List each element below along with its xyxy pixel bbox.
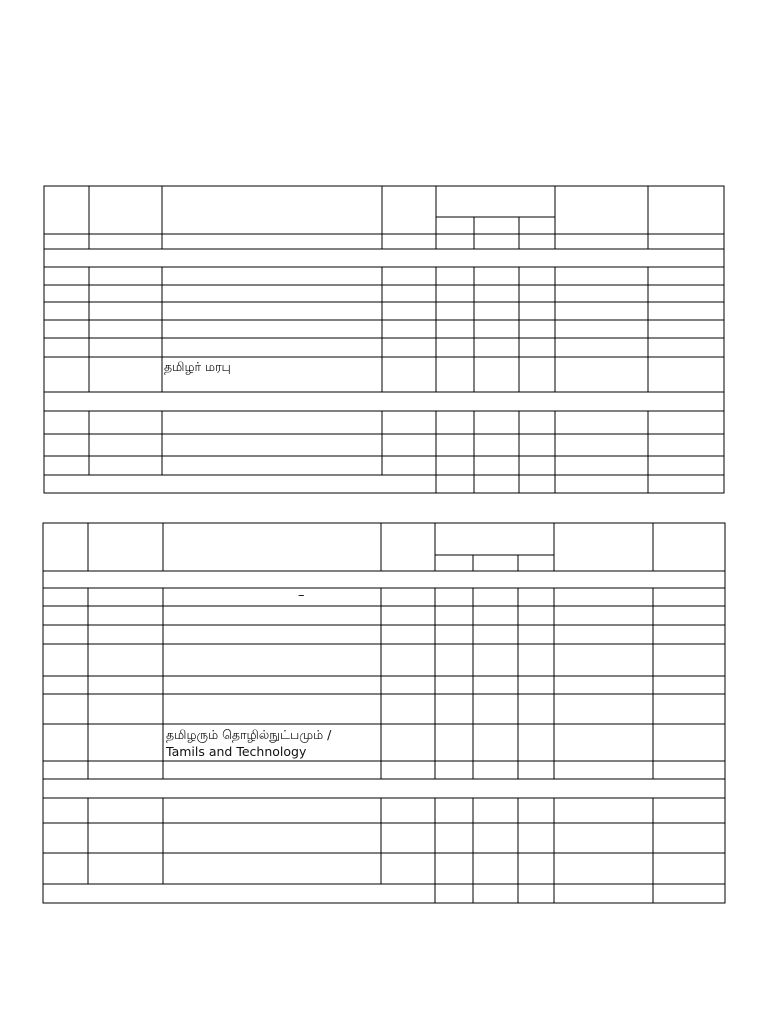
- table-2-technology-cell-line1: தமிழரும் தொழில்நுட்பமும் /: [166, 727, 332, 742]
- table-2-dash-cell: –: [298, 588, 305, 603]
- table-1: [44, 186, 724, 493]
- table-2-technology-cell-line2: Tamils and Technology: [166, 744, 307, 759]
- table-1-heritage-cell: தமிழர் மரபு: [164, 359, 231, 374]
- table-2: [43, 523, 725, 903]
